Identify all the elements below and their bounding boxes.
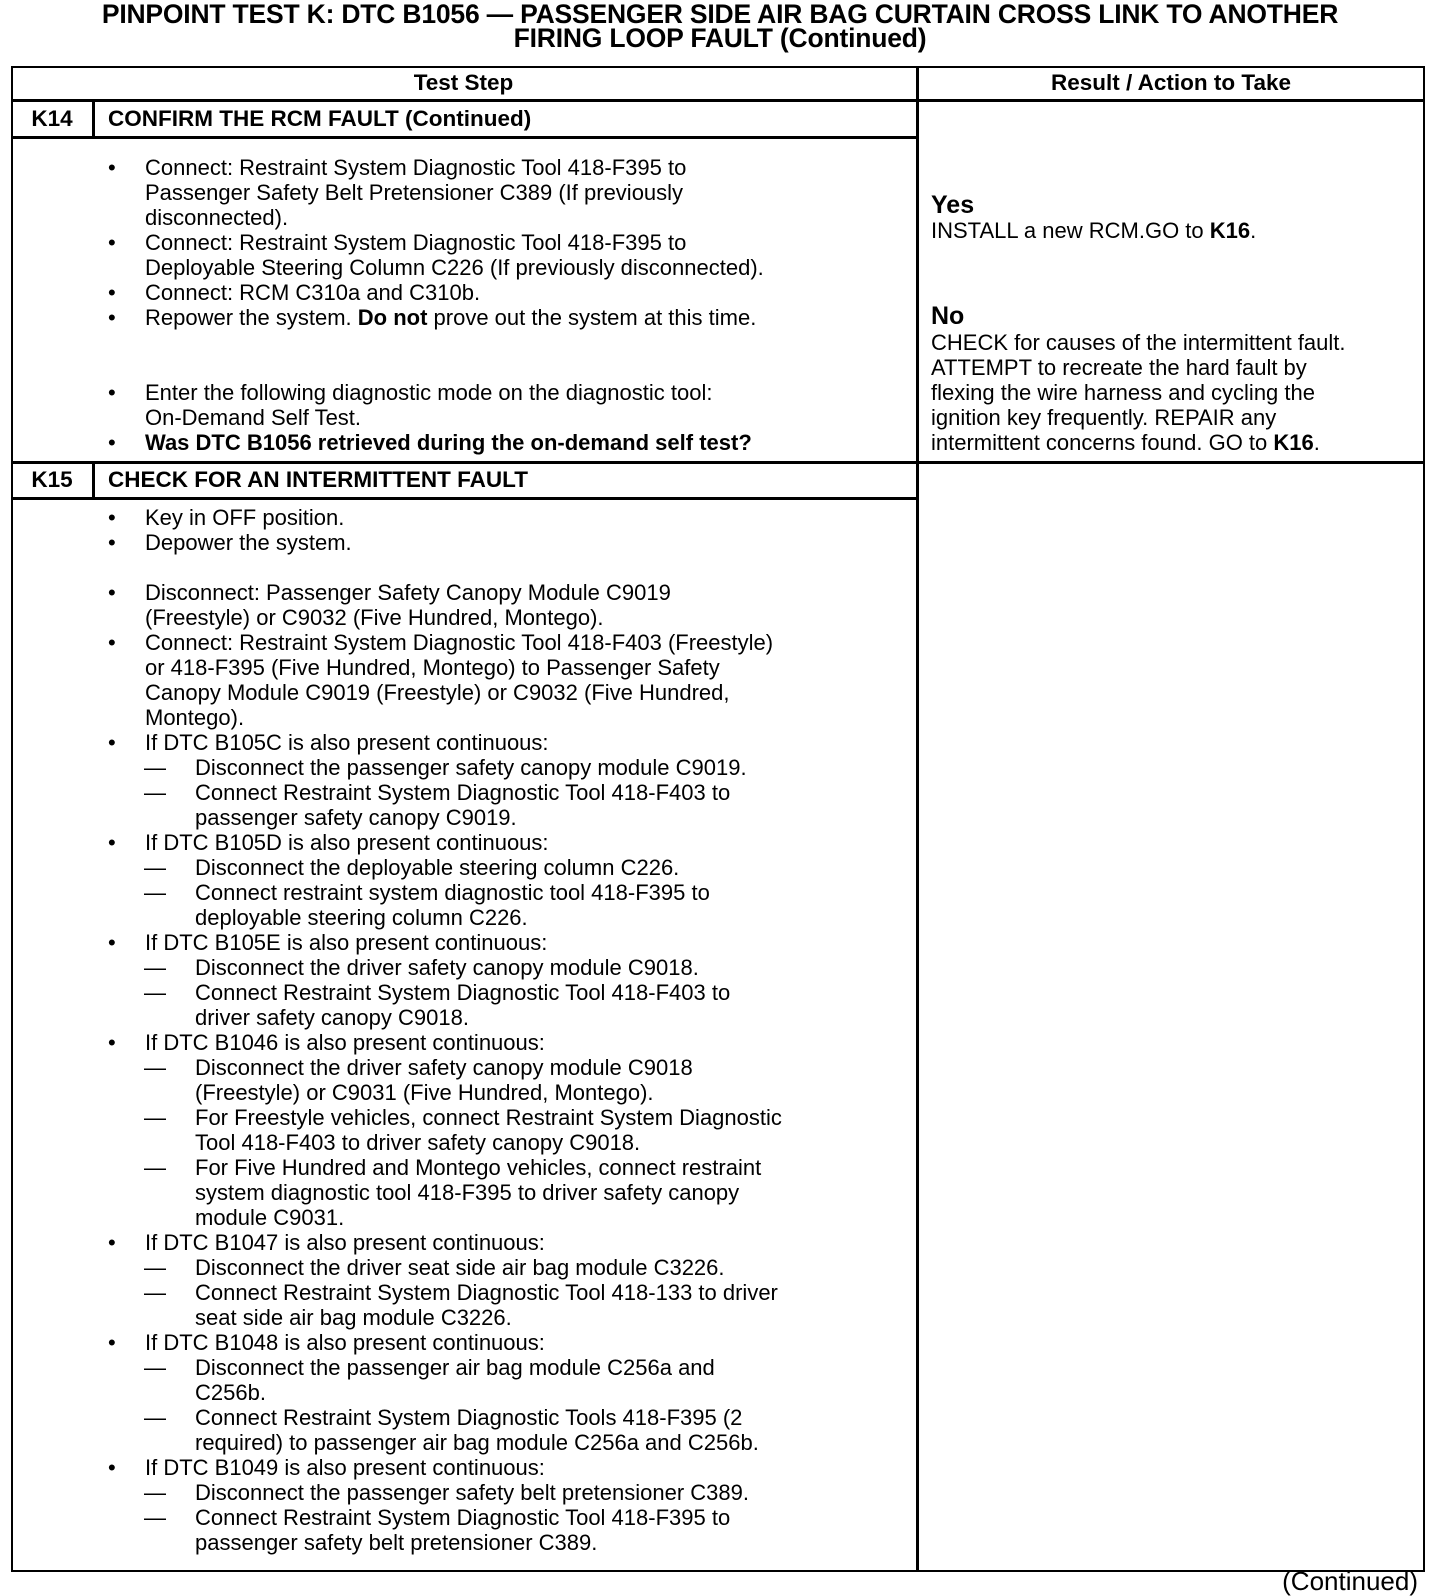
result-no-line-1: CHECK for causes of the intermittent fault.: [931, 330, 1346, 355]
k15-line: Connect: Restraint System Diagnostic Tool 418-F403 (Freestyle): [145, 630, 774, 655]
dash-marker: —: [144, 1280, 166, 1305]
k15-title-divider: [11, 497, 917, 500]
k14-repower-step: [145, 305, 756, 330]
title-line-1: PINPOINT TEST K: DTC B1056 — PASSENGER SIDE AIR BAG CURTAIN CROSS LINK TO ANOTHER: [101, 0, 1339, 29]
dash-marker: —: [144, 1355, 166, 1380]
k15-line: Connect Restraint System Diagnostic Tool 418-F395 to: [195, 1505, 731, 1530]
dash-marker: —: [144, 1055, 166, 1080]
bullet-marker: •: [108, 830, 116, 855]
k15-line: Disconnect the passenger safety canopy module C9019.: [195, 755, 747, 780]
dash-marker: —: [144, 1255, 166, 1280]
dash-marker: —: [144, 1405, 166, 1430]
result-no-line-5: [931, 430, 1320, 455]
repower-text: Repower the system.: [145, 305, 358, 330]
bullet-marker: •: [108, 1455, 116, 1480]
result-yes-ref: K16: [1209, 218, 1251, 243]
dash-marker: —: [144, 755, 166, 780]
k15-line: seat side air bag module C3226.: [195, 1305, 512, 1330]
result-yes-action: [931, 218, 1256, 243]
bullet-marker: •: [108, 155, 116, 180]
k15-line: Tool 418-F403 to driver safety canopy C9018.: [195, 1130, 641, 1155]
bullet-marker: •: [108, 305, 116, 330]
k15-row-divider: [11, 461, 1425, 464]
bullet-marker: •: [108, 505, 116, 530]
k15-line: module C9031.: [195, 1205, 345, 1230]
k15-line: Disconnect: Passenger Safety Canopy Module C9019: [145, 580, 671, 605]
page-title: [0, 0, 1440, 53]
k15-line: driver safety canopy C9018.: [195, 1005, 469, 1030]
result-yes-text: INSTALL a new RCM.GO to: [931, 218, 1210, 243]
result-no-line-3: flexing the wire harness and cycling the: [931, 380, 1315, 405]
result-yes-end: .: [1250, 218, 1257, 243]
dash-marker: —: [144, 880, 166, 905]
k15-line: Canopy Module C9019 (Freestyle) or C9032 (Five Hundred,: [145, 680, 730, 705]
k15-line: (Freestyle) or C9031 (Five Hundred, Montego).: [195, 1080, 654, 1105]
bullet-marker: •: [108, 1030, 116, 1055]
result-no-end: .: [1313, 430, 1320, 455]
k15-dtc-condition: If DTC B1046 is also present continuous:: [145, 1030, 545, 1055]
step-id-k15: K15: [31, 467, 73, 492]
bullet-marker: •: [108, 730, 116, 755]
header-test-step: Test Step: [413, 70, 514, 95]
k15-line: Depower the system.: [145, 530, 352, 555]
step-title-k14: CONFIRM THE RCM FAULT (Continued): [108, 106, 532, 131]
dash-marker: —: [144, 955, 166, 980]
k15-line: Connect Restraint System Diagnostic Tools 418-F395 (2: [195, 1405, 743, 1430]
bullet-marker: •: [108, 930, 116, 955]
k15-line: Montego).: [145, 705, 245, 730]
k15-line: deployable steering column C226.: [195, 905, 528, 930]
k15-line: Disconnect the passenger air bag module C256a and: [195, 1355, 715, 1380]
k15-dtc-condition: If DTC B1049 is also present continuous:: [145, 1455, 545, 1480]
k15-line: required) to passenger air bag module C256a and C256b.: [195, 1430, 759, 1455]
step-id-divider-k15: [92, 461, 95, 499]
k14-bullet-2-line-2: Deployable Steering Column C226 (If previously disconnected).: [145, 255, 764, 280]
k15-dtc-condition: If DTC B105C is also present continuous:: [145, 730, 549, 755]
repower-emphasis: Do not: [357, 305, 428, 330]
k15-dtc-condition: If DTC B105E is also present continuous:: [145, 930, 548, 955]
dash-marker: —: [144, 1155, 166, 1180]
k14-bullet-1-line-3: disconnected).: [145, 205, 289, 230]
k14-bullet-1-line-1: Connect: Restraint System Diagnostic Tool 418-F395 to: [145, 155, 687, 180]
dash-marker: —: [144, 1505, 166, 1530]
k15-line: For Freestyle vehicles, connect Restraint System Diagnostic: [195, 1105, 782, 1130]
dash-marker: —: [144, 1105, 166, 1130]
k14-bullet-3-line-1: Connect: RCM C310a and C310b.: [145, 280, 481, 305]
k14-title-divider: [11, 136, 917, 139]
k15-line: or 418-F395 (Five Hundred, Montego) to Passenger Safety: [145, 655, 720, 680]
k15-dtc-condition: If DTC B1047 is also present continuous:: [145, 1230, 545, 1255]
k14-bullet-1-line-2: Passenger Safety Belt Pretensioner C389 (If previously: [145, 180, 684, 205]
k14-question: Was DTC B1056 retrieved during the on-demand self test?: [145, 430, 752, 455]
k15-line: Connect Restraint System Diagnostic Tool 418-F403 to: [195, 780, 731, 805]
k15-dtc-condition: If DTC B1048 is also present continuous:: [145, 1330, 545, 1355]
k15-line: For Five Hundred and Montego vehicles, connect restraint: [195, 1155, 762, 1180]
bullet-marker: •: [108, 530, 116, 555]
result-yes-label: Yes: [931, 191, 975, 219]
header-result: Result / Action to Take: [1050, 70, 1292, 95]
step-title-k15: CHECK FOR AN INTERMITTENT FAULT: [108, 467, 528, 492]
result-no-text: intermittent concerns found. GO to: [931, 430, 1274, 455]
step-id-divider-k14: [92, 99, 95, 137]
repower-text-end: prove out the system at this time.: [427, 305, 757, 330]
result-no-label: No: [931, 302, 965, 330]
k15-line: system diagnostic tool 418-F395 to driver safety canopy: [195, 1180, 740, 1205]
k15-line: Disconnect the driver safety canopy module C9018: [195, 1055, 693, 1080]
title-line-2: FIRING LOOP FAULT (Continued): [513, 23, 927, 53]
step-id-k14: K14: [31, 106, 73, 131]
k14-bullet-5-line-1: Enter the following diagnostic mode on the diagnostic tool:: [145, 380, 713, 405]
dash-marker: —: [144, 780, 166, 805]
k15-line: C256b.: [195, 1380, 266, 1405]
k15-dtc-condition: If DTC B105D is also present continuous:: [145, 830, 549, 855]
bullet-marker: •: [108, 380, 116, 405]
k14-bullet-5-line-2: On-Demand Self Test.: [145, 405, 362, 430]
bullet-marker: •: [108, 280, 116, 305]
k15-line: Connect Restraint System Diagnostic Tool 418-F403 to: [195, 980, 731, 1005]
result-no-line-2: ATTEMPT to recreate the hard fault by: [931, 355, 1307, 380]
k15-line: Connect Restraint System Diagnostic Tool 418-133 to driver: [195, 1280, 778, 1305]
k15-line: passenger safety belt pretensioner C389.: [195, 1530, 598, 1555]
bullet-marker: •: [108, 630, 116, 655]
continued-label: (Continued): [1282, 1566, 1418, 1596]
k15-line: Connect restraint system diagnostic tool 418-F395 to: [195, 880, 710, 905]
bullet-marker: •: [108, 1330, 116, 1355]
column-divider: [916, 66, 919, 1572]
k15-line: Disconnect the driver seat side air bag module C3226.: [195, 1255, 725, 1280]
k14-bullet-2-line-1: Connect: Restraint System Diagnostic Tool 418-F395 to: [145, 230, 687, 255]
bullet-marker: •: [108, 580, 116, 605]
bullet-marker: •: [108, 230, 116, 255]
dash-marker: —: [144, 855, 166, 880]
k15-line: (Freestyle) or C9032 (Five Hundred, Montego).: [145, 605, 604, 630]
k15-line: Disconnect the deployable steering column C226.: [195, 855, 680, 880]
dash-marker: —: [144, 980, 166, 1005]
result-no-line-4: ignition key frequently. REPAIR any: [931, 405, 1277, 430]
header-row-divider: [11, 99, 1425, 102]
k15-line: Disconnect the passenger safety belt pretensioner C389.: [195, 1480, 749, 1505]
result-no-ref: K16: [1273, 430, 1314, 455]
k15-line: Disconnect the driver safety canopy module C9018.: [195, 955, 699, 980]
k15-line: passenger safety canopy C9019.: [195, 805, 517, 830]
bullet-marker: •: [108, 430, 116, 455]
dash-marker: —: [144, 1480, 166, 1505]
k15-line: Key in OFF position.: [145, 505, 345, 530]
bullet-marker: •: [108, 1230, 116, 1255]
